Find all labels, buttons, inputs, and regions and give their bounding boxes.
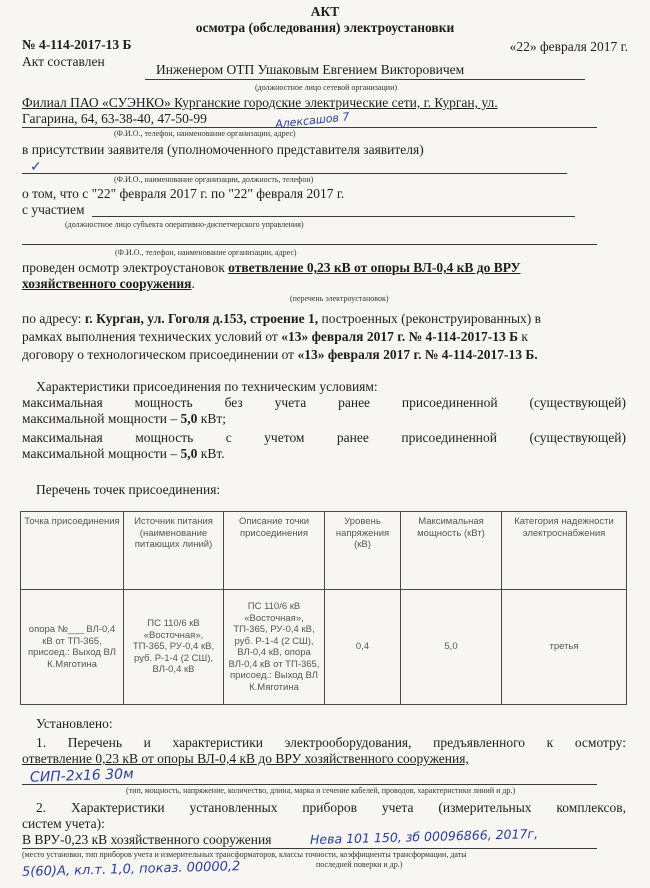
composed-value: Инженером ОТП Ушаковым Евгением Викторовичем <box>156 62 465 77</box>
cable-handwritten: СИП-2х16 30м <box>29 766 134 786</box>
composed-underline <box>145 79 585 80</box>
address-line-1 <box>22 311 541 327</box>
composed-label: Акт составлен <box>22 54 105 69</box>
char-max2-unit: кВт. <box>200 446 225 461</box>
connection-points-table <box>20 511 627 705</box>
act-subtitle: осмотра (обследования) электроустановки <box>195 20 455 35</box>
meter-location: В ВРУ-0,23 кВ хозяйственного сооружения <box>22 832 272 847</box>
inspection-prefix: проведен осмотр электроустановок <box>22 260 225 275</box>
org-line-2: Гагарина, 64, 63-38-40, 47-50-99 <box>22 111 207 126</box>
applicant-caption: (Ф.И.О., наименование организации, должность, телефон) <box>114 175 314 184</box>
table-cell: ПС 110/6 кВ «Восточная», ТП-365, РУ-0,4 кВ, руб. Р-1-4 (2 СШ), ВЛ-0,4 кВ <box>124 590 224 705</box>
act-date: «22» февраля 2017 г. <box>509 39 628 54</box>
char-line-1: максимальная мощность без учета ранее присоединенной (существующей) <box>22 395 626 410</box>
address-prefix: по адресу: <box>22 311 82 326</box>
table-cell: третья <box>502 590 627 705</box>
item-2-caption-b: последней поверки и др.) <box>316 860 403 869</box>
applicant-label: в присутствии заявителя (уполномоченного представителя заявителя) <box>22 142 424 157</box>
tu-ref: «13» февраля 2017 г. № 4-114-2017-13 Б <box>281 329 519 344</box>
col-header: Категория надежности электроснабжения <box>502 512 627 590</box>
table-cell: опора №___ ВЛ-0,4 кВ от ТП-365, присоед.: Выход ВЛ К.Мяготина <box>21 590 124 705</box>
established-item-1: 1. Перечень и характеристики электрооборудования, предъявленного к осмотру: <box>36 735 626 750</box>
period-text: о том, что с "22" февраля 2017 г. по "22" февраля 2017 г. <box>22 186 345 201</box>
applicant-underline <box>22 173 567 174</box>
col-header: Максимальная мощность (кВт) <box>401 512 502 590</box>
org-caption: (Ф.И.О., телефон, наименование организации, адрес) <box>114 129 296 138</box>
composed-caption: (должностное лицо сетевой организации) <box>255 83 398 92</box>
col-header: Уровень напряжения (кВ) <box>325 512 401 590</box>
char-line-4 <box>22 446 225 462</box>
item-2-caption-a: (место установки, тип приборов учета и измерительных трансформаторов, классы точности, коэффициенты трансформации, даты <box>22 850 467 859</box>
contract-ref: «13» февраля 2017 г. № 4-114-2017-13 Б. <box>297 347 538 362</box>
act-number: № 4-114-2017-13 Б <box>22 37 132 52</box>
table-header-row <box>21 512 627 590</box>
act-title: АКТ <box>310 4 340 19</box>
inspection-caption: (перечень электроустановок) <box>290 294 389 303</box>
points-heading: Перечень точек присоединения: <box>36 482 221 497</box>
participation-caption-2: (Ф.И.О., телефон, наименование организации, адрес) <box>115 248 297 257</box>
tu-prefix: рамках выполнения технических условий от <box>22 329 278 344</box>
char-max-value: 5,0 <box>180 411 198 426</box>
table-cell: ПС 110/6 кВ «Восточная», ТП-365, РУ-0,4 кВ, руб. Р-1-4 (2 СШ), ВЛ-0,4 кВ, опора ВЛ-0,4 кВ от ТП-365, присоед.: Выход ВЛ К.Мяготина <box>224 590 325 705</box>
table-row <box>21 590 627 705</box>
address-rest: построенных (реконструированных) в <box>321 311 542 326</box>
char-max-unit: кВт; <box>200 411 226 426</box>
participation-caption-1: (должностное лицо субъекта оперативно-диспетчерского управления) <box>65 220 304 229</box>
item-2-underline <box>22 848 597 849</box>
tu-suffix: к <box>521 329 528 344</box>
applicant-mark: ✓ <box>30 159 42 175</box>
item-1-underline <box>22 784 597 785</box>
char-line-3: максимальная мощность с учетом ранее присоединенной (существующей) <box>22 430 626 445</box>
participation-underline <box>92 216 575 217</box>
meter-params-handwritten: 5(60)А, кл.т. 1,0, показ. 00000,2 <box>21 859 241 880</box>
org-handwritten: Алексашов 7 <box>274 110 351 131</box>
participation-label: с участием <box>22 202 85 217</box>
address-line-3 <box>22 347 538 363</box>
col-header: Источник питания (наименование питающих линий) <box>124 512 224 590</box>
inspection-object-end: . <box>191 276 195 291</box>
char-line-2 <box>22 411 226 427</box>
table-cell: 5,0 <box>401 590 502 705</box>
inspection-object: ответвление 0,23 кВ от опоры ВЛ-0,4 кВ до ВРУ <box>228 260 521 275</box>
established-item-2: 2. Характеристики установленных приборов учета (измерительных комплексов, <box>36 800 626 815</box>
inspection-line-2 <box>22 276 195 292</box>
inspection-object-cont: хозяйственного сооружения <box>22 276 192 291</box>
established-item-2-cont: систем учета): <box>22 816 105 831</box>
col-header: Точка присоединения <box>21 512 124 590</box>
char-heading: Характеристики присоединения по техническим условиям: <box>36 379 378 394</box>
org-line-1: Филиал ПАО «СУЭНКО» Курганские городские электрические сети, г. Курган, ул. <box>22 95 498 110</box>
participation-underline-2 <box>22 244 597 245</box>
meter-handwritten: Нева 101 150, зб 00096866, 2017г, <box>309 826 539 847</box>
col-header: Описание точки присоединения <box>224 512 325 590</box>
inspection-line-1 <box>22 260 521 276</box>
char-max2-label: максимальной мощности – <box>22 446 178 461</box>
established-item-1-value: ответвление 0,23 кВ от опоры ВЛ-0,4 кВ до ВРУ хозяйственного сооружения, <box>22 751 469 766</box>
item-1-caption: (тип, мощность, напряжение, количество, длина, марка и сечение кабелей, проводов, характеристики линий и др.) <box>126 786 516 795</box>
established-heading: Установлено: <box>36 716 113 731</box>
address-value: г. Курган, ул. Гоголя д.153, строение 1, <box>84 311 319 326</box>
char-max-label: максимальной мощности – <box>22 411 178 426</box>
table-cell: 0,4 <box>325 590 401 705</box>
char-max2-value: 5,0 <box>180 446 198 461</box>
contract-prefix: договору о технологическом присоединении от <box>22 347 295 362</box>
address-line-2 <box>22 329 528 345</box>
